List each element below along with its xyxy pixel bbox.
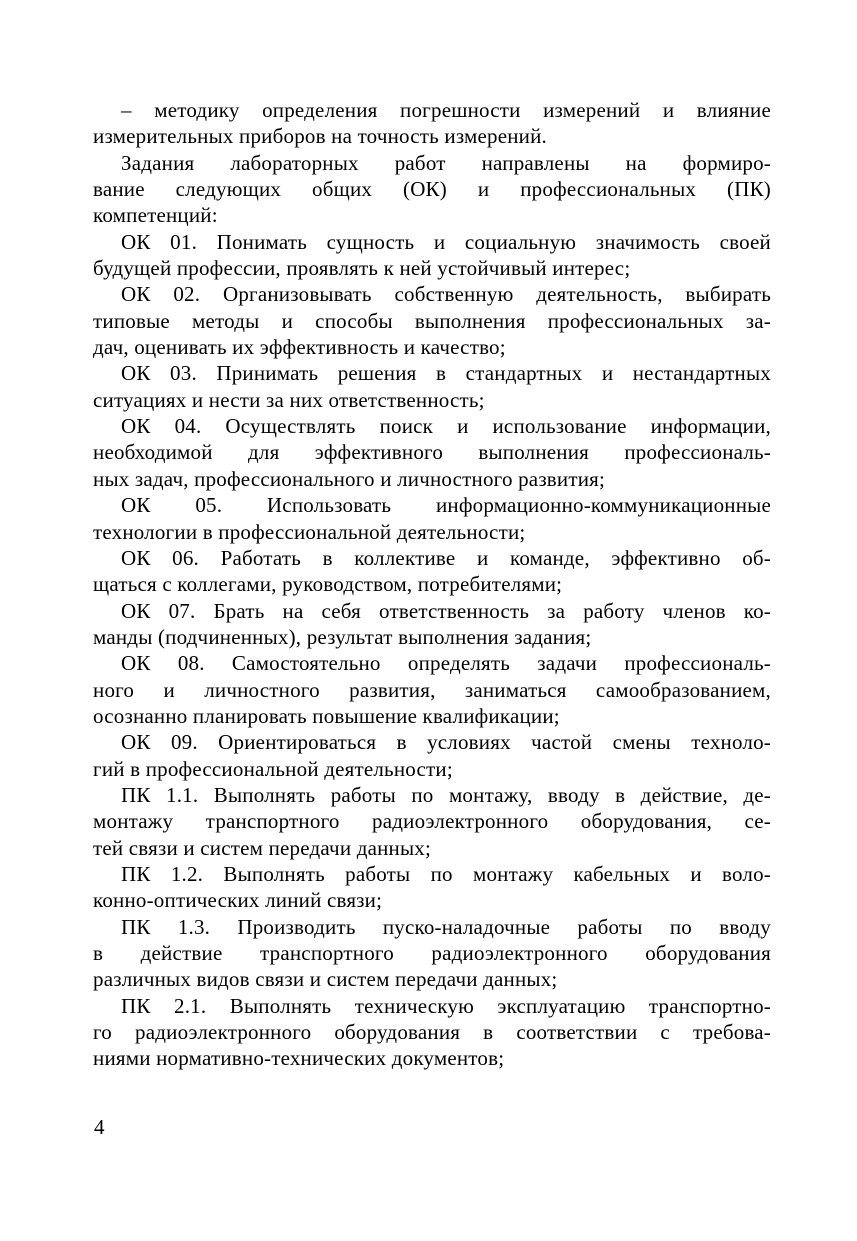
body-text — [93, 97, 771, 1072]
text-line: конно-оптических линий связи; — [93, 888, 383, 913]
text-line: в действие транспортного радиоэлектронного оборудования — [93, 941, 771, 965]
paragraph — [93, 281, 771, 360]
text-line: го радиоэлектронного оборудования в соответствии с требова- — [93, 1020, 771, 1045]
text-line: ПК 1.2. Выполнять работы по монтажу кабельных и воло- — [121, 861, 771, 886]
text-line: манды (подчиненных), результат выполнения задания; — [93, 624, 592, 649]
text-line: осознанно планировать повышение квалификации; — [93, 703, 560, 728]
text-line: ОК 08. Самостоятельно определять задачи профессиональ- — [121, 651, 771, 676]
text-line: необходимой для эффективного выполнения профессиональ- — [93, 440, 771, 465]
text-line: Задания лабораторных работ направлены на формиро- — [121, 150, 771, 175]
text-line: ситуациях и нести за них ответственность; — [93, 387, 485, 412]
text-line: ного и личностного развития, заниматься самообразованием, — [93, 677, 771, 702]
text-line: ОК 09. Ориентироваться в условиях частой смены техноло- — [121, 730, 771, 755]
text-line: измерительных приборов на точность измерений. — [93, 124, 548, 149]
paragraph — [93, 492, 771, 545]
paragraph — [93, 914, 771, 993]
paragraph — [93, 97, 771, 150]
paragraph — [93, 545, 771, 598]
text-line: различных видов связи и систем передачи данных; — [93, 967, 558, 992]
text-line: технологии в профессиональной деятельности; — [93, 519, 526, 544]
text-line: ОК 01. Понимать сущность и социальную значимость своей — [121, 229, 771, 254]
paragraph — [93, 650, 771, 729]
text-line: дач, оценивать их эффективность и качество; — [93, 335, 506, 360]
paragraph — [93, 360, 771, 413]
paragraph — [93, 729, 771, 782]
text-line: тей связи и систем передачи данных; — [93, 835, 432, 860]
text-line: типовые методы и способы выполнения профессиональных за- — [93, 308, 771, 333]
text-line: ОК 06. Работать в коллективе и команде, эффективно об- — [121, 545, 771, 570]
text-line: ПК 1.1. Выполнять работы по монтажу, вводу в действие, де- — [121, 782, 771, 807]
text-line: ПК 1.3. Производить пуско-наладочные работы по вводу — [121, 914, 771, 939]
text-line: ОК 02. Организовывать собственную деятельность, выбирать — [121, 282, 771, 307]
text-line: компетенций: — [93, 203, 218, 228]
text-line: ОК 05. Использовать информационно-коммуникационные — [121, 493, 771, 518]
paragraph — [93, 229, 771, 282]
paragraph — [93, 598, 771, 651]
text-line: ОК 03. Принимать решения в стандартных и нестандартных — [121, 361, 771, 386]
text-line: будущей профессии, проявлять к ней устойчивый интерес; — [93, 256, 631, 281]
text-line: монтажу транспортного радиоэлектронного оборудования, се- — [93, 809, 771, 834]
text-line: гий в профессиональной деятельности; — [93, 756, 453, 781]
text-line: вание следующих общих (ОК) и профессиональных (ПК) — [93, 177, 771, 202]
text-line: ных задач, профессионального и личностного развития; — [93, 466, 606, 491]
text-line: – методику определения погрешности измерений и влияние — [121, 98, 771, 122]
text-line: ниями нормативно-технических документов; — [93, 1046, 505, 1071]
text-line: щаться с коллегами, руководством, потребителями; — [93, 572, 563, 597]
text-line: ОК 07. Брать на себя ответственность за работу членов ко- — [121, 598, 771, 623]
page-number: 4 — [94, 1115, 105, 1139]
text-line: ОК 04. Осуществлять поиск и использование информации, — [121, 414, 771, 439]
paragraph — [93, 782, 771, 861]
text-line: ПК 2.1. Выполнять техническую эксплуатацию транспортно- — [121, 993, 771, 1018]
paragraph — [93, 993, 771, 1072]
paragraph — [93, 413, 771, 492]
paragraph — [93, 150, 771, 229]
paragraph — [93, 861, 771, 914]
